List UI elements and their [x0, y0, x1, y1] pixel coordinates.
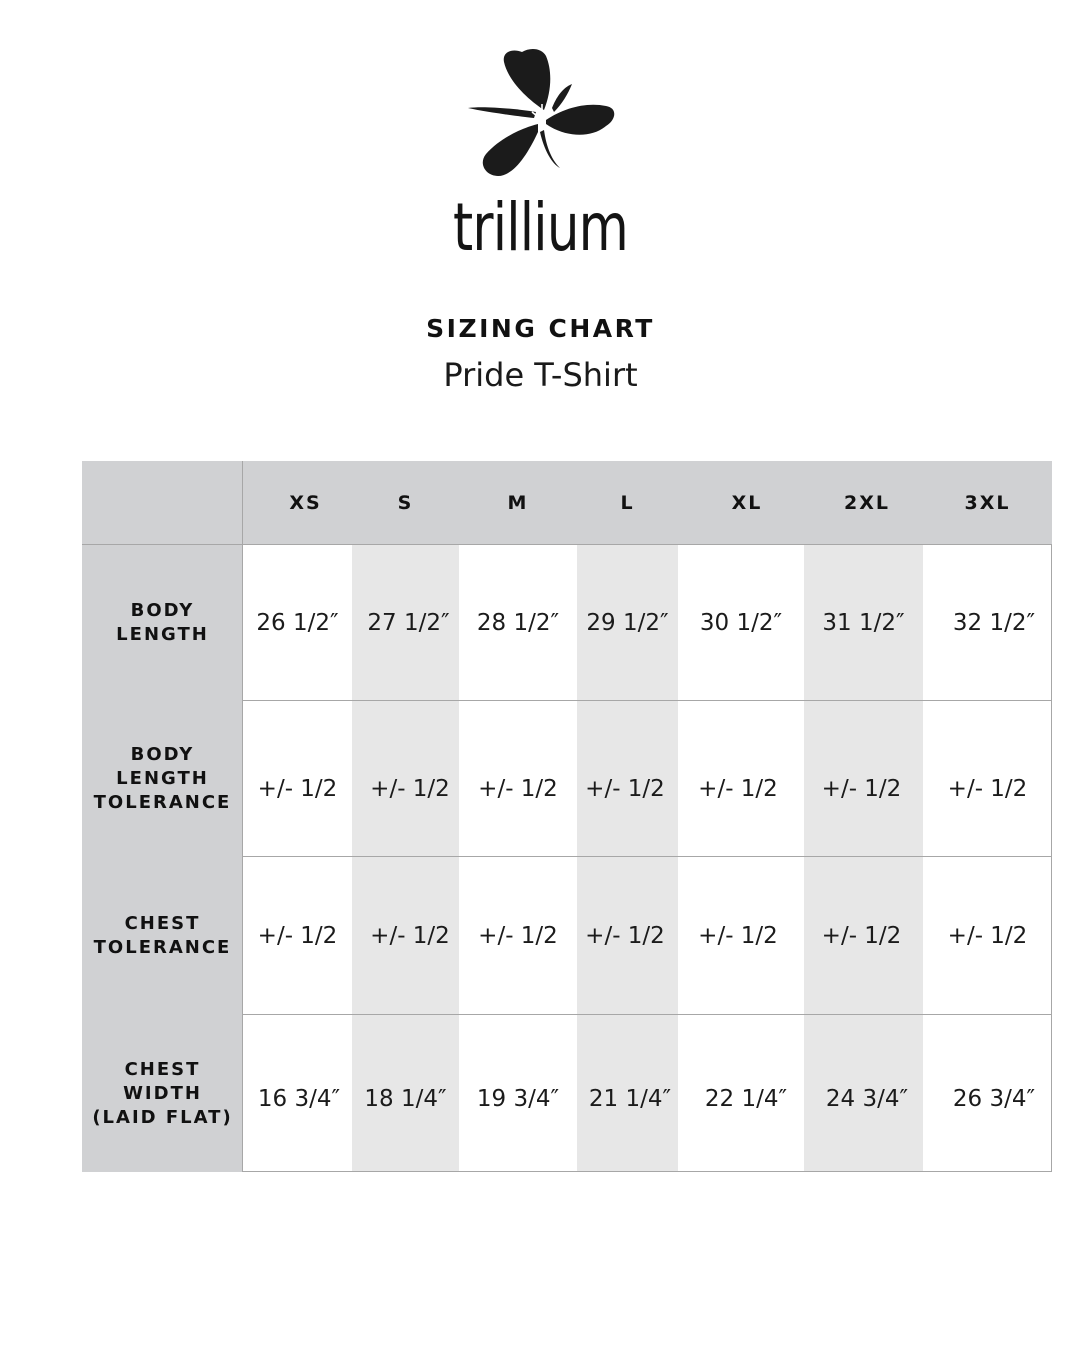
col-header-l: L	[620, 492, 635, 514]
table-cell: +/- 1/2	[257, 923, 338, 949]
table-cell: 18 1/4″	[364, 1085, 447, 1112]
row-header-body-length-tolerance: BODY LENGTH TOLERANCE	[93, 744, 232, 813]
table-cell: +/- 1/2	[947, 923, 1028, 949]
table-cell: 27 1/2″	[367, 610, 450, 636]
table-cell: 19 3/4″	[476, 1085, 560, 1112]
table-cell: +/- 1/2	[257, 776, 338, 802]
row-header-chest-width: CHEST WIDTH (LAID FLAT)	[92, 1058, 233, 1128]
table-cell: 26 3/4″	[952, 1085, 1036, 1112]
table-cell: +/- 1/2	[370, 923, 450, 949]
col-header-xs: XS	[289, 492, 322, 514]
sizing-table	[82, 461, 1052, 1172]
table-cell: +/- 1/2	[821, 776, 902, 802]
col-header-xl: XL	[731, 492, 763, 514]
col-header-3xl: 3XL	[964, 492, 1011, 514]
row-header-chest-tolerance: CHEST TOLERANCE	[93, 913, 232, 958]
table-cell: +/- 1/2	[698, 776, 778, 802]
table-cell: +/- 1/2	[370, 776, 450, 802]
col-header-2xl: 2XL	[844, 492, 890, 514]
table-cell: 30 1/2″	[699, 610, 783, 636]
table-cell: 29 1/2″	[586, 610, 669, 636]
col-header-s: S	[397, 492, 414, 514]
table-cell: +/- 1/2	[585, 776, 665, 802]
table-cell: +/- 1/2	[821, 923, 902, 949]
table-cell: 21 1/4″	[588, 1085, 672, 1112]
row-header-body-length: BODY LENGTH	[116, 600, 209, 645]
trillium-flower-icon	[456, 46, 626, 186]
table-cell: +/- 1/2	[585, 923, 665, 949]
col-header-m: M	[507, 492, 529, 514]
table-cell: 32 1/2″	[952, 610, 1036, 636]
table-cell: 26 1/2″	[256, 610, 339, 636]
table-cell: 16 3/4″	[257, 1085, 341, 1112]
table-cell: 24 3/4″	[825, 1085, 909, 1112]
table-cell: +/- 1/2	[478, 923, 558, 949]
table-cell: +/- 1/2	[947, 776, 1028, 802]
page-title: SIZING CHART	[426, 314, 655, 343]
table-cell: 28 1/2″	[476, 610, 560, 636]
table-cell: +/- 1/2	[698, 923, 778, 949]
page-subtitle: Pride T-Shirt	[443, 356, 638, 394]
table-cell: 31 1/2″	[822, 610, 905, 636]
table-cell: +/- 1/2	[478, 776, 558, 802]
brand-wordmark: trillium	[452, 189, 629, 266]
table-cell: 22 1/4″	[704, 1085, 788, 1112]
